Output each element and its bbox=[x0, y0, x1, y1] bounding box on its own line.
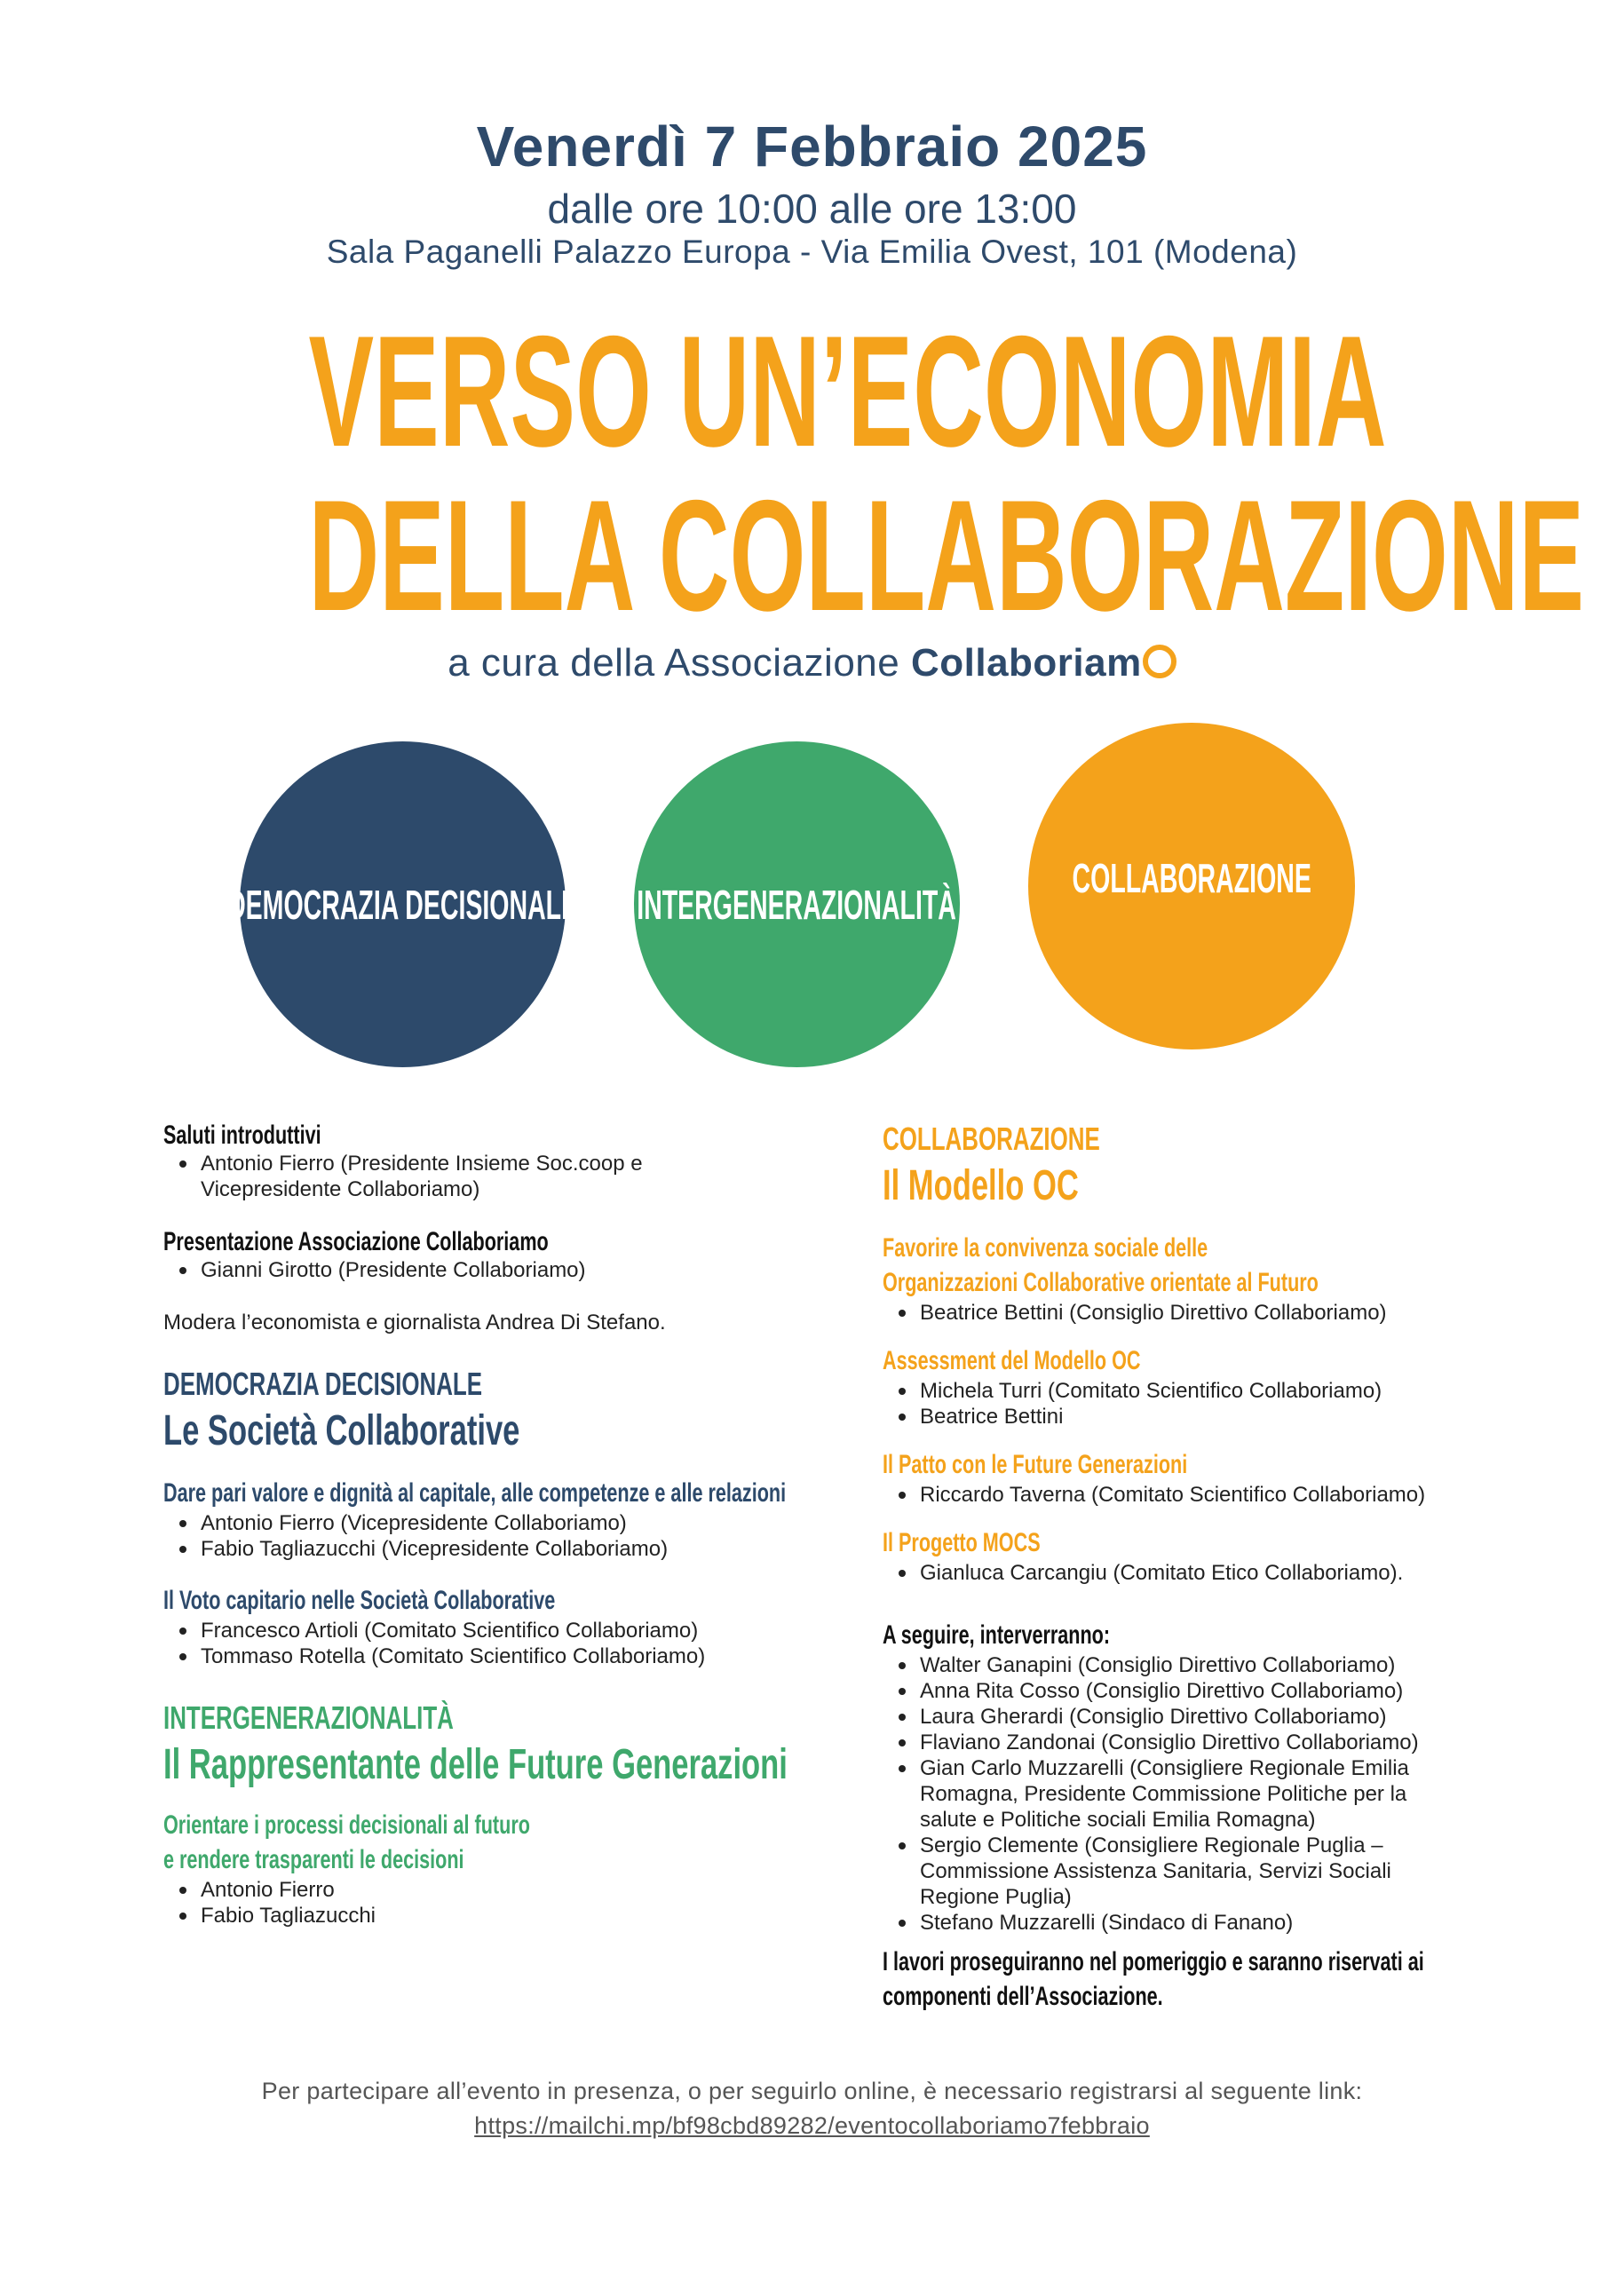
curated-prefix: a cura della Associazione bbox=[448, 641, 900, 685]
main-title-line2: DELLA COLLABORAZIONE bbox=[308, 467, 1585, 644]
collab-s2-list bbox=[883, 1378, 1557, 1430]
association-logo bbox=[911, 641, 1176, 685]
circle-democrazia bbox=[226, 741, 579, 1067]
list-item: Tommaso Rotella (Comitato Scientifico Collaboriamo) bbox=[201, 1643, 838, 1669]
list-item: Beatrice Bettini bbox=[920, 1404, 1557, 1430]
intergen-sub-line1: Orientare i processi decisionali al futuro bbox=[163, 1810, 530, 1840]
list-item: Laura Gherardi (Consiglio Direttivo Collaboriamo) bbox=[920, 1704, 1453, 1730]
intergen-sub-line2: e rendere trasparenti le decisioni bbox=[163, 1845, 464, 1874]
presentazione-list bbox=[163, 1257, 838, 1283]
circle-collaborazione bbox=[1028, 723, 1355, 1049]
saluti-list bbox=[163, 1151, 838, 1176]
collab-s3: Il Patto con le Future Generazioni bbox=[883, 1450, 1188, 1479]
list-item: Antonio Fierro (Presidente Insieme Soc.coop e bbox=[201, 1151, 838, 1176]
program-left-column bbox=[163, 1121, 838, 1928]
democrazia-sub1: Dare pari valore e dignità al capitale, alle competenze e alle relazioni bbox=[163, 1478, 787, 1508]
list-item: Antonio Fierro (Vicepresidente Collaboriamo) bbox=[201, 1510, 838, 1536]
collab-title: Il Modello OC bbox=[883, 1162, 1079, 1209]
collab-s2: Assessment del Modello OC bbox=[883, 1346, 1141, 1375]
collab-s4: Il Progetto MOCS bbox=[883, 1528, 1041, 1557]
circle-intergenerazionalita bbox=[634, 741, 960, 1067]
seguire-list bbox=[883, 1652, 1453, 1936]
collab-s1-line2: Organizzazioni Collaborative orientate al Futuro bbox=[883, 1268, 1319, 1297]
intergen-caption: INTERGENERAZIONALITÀ bbox=[163, 1699, 454, 1736]
democrazia-sub2-list bbox=[163, 1618, 838, 1669]
collab-caption: COLLABORAZIONE bbox=[883, 1121, 1100, 1157]
list-item: Antonio Fierro bbox=[201, 1877, 838, 1903]
program-right-column bbox=[883, 1121, 1557, 2014]
list-item: Fabio Tagliazucchi bbox=[201, 1903, 838, 1928]
collab-s4-list bbox=[883, 1560, 1557, 1586]
closing-line1: I lavori proseguiranno nel pomeriggio e saranno riservati ai bbox=[883, 1947, 1424, 1976]
intergen-list bbox=[163, 1877, 838, 1928]
democrazia-sub1-list bbox=[163, 1510, 838, 1562]
list-item: Walter Ganapini (Consiglio Direttivo Collaboriamo) bbox=[920, 1652, 1453, 1678]
list-item: Riccardo Taverna (Comitato Scientifico Collaboriamo) bbox=[920, 1482, 1557, 1508]
presentazione-heading: Presentazione Associazione Collaboriamo bbox=[163, 1227, 549, 1256]
closing-line2: componenti dell’Associazione. bbox=[883, 1982, 1163, 2011]
logo-o-icon bbox=[1143, 645, 1176, 678]
event-time: dalle ore 10:00 alle ore 13:00 bbox=[547, 186, 1077, 232]
collab-s3-list bbox=[883, 1482, 1557, 1508]
list-item-continuation: Vicepresidente Collaboriamo) bbox=[201, 1177, 480, 1201]
list-item: Gian Carlo Muzzarelli (Consigliere Regionale Emilia Romagna, Presidente Commissione Politiche per la salute e Politiche sociali Emilia Romagna) bbox=[920, 1755, 1453, 1833]
circle-label: COLLABORAZIONE bbox=[1072, 855, 1311, 901]
saluti-heading: Saluti introduttivi bbox=[163, 1121, 321, 1150]
event-date: Venerdì 7 Febbraio 2025 bbox=[476, 115, 1148, 178]
list-item: Anna Rita Cosso (Consiglio Direttivo Collaboriamo) bbox=[920, 1678, 1453, 1704]
list-item: Stefano Muzzarelli (Sindaco di Fanano) bbox=[920, 1910, 1453, 1936]
registration-text: Per partecipare all’evento in presenza, o per seguirlo online, è necessario registrarsi al seguente link: bbox=[261, 2078, 1363, 2104]
list-item: Gianluca Carcangiu (Comitato Etico Collaboriamo). bbox=[920, 1560, 1557, 1586]
registration-link[interactable]: https://mailchi.mp/bf98cbd89282/eventocollaboriamo7febbraio bbox=[474, 2112, 1150, 2139]
list-item: Fabio Tagliazucchi (Vicepresidente Collaboriamo) bbox=[201, 1536, 838, 1562]
democrazia-sub2: Il Voto capitario nelle Società Collaborative bbox=[163, 1586, 556, 1615]
list-item: Francesco Artioli (Comitato Scientifico Collaboriamo) bbox=[201, 1618, 838, 1643]
collab-s1-list bbox=[883, 1300, 1557, 1326]
event-venue: Sala Paganelli Palazzo Europa - Via Emilia Ovest, 101 (Modena) bbox=[326, 234, 1298, 270]
list-item: Gianni Girotto (Presidente Collaboriamo) bbox=[201, 1257, 838, 1283]
logo-text: Collaboriam bbox=[910, 641, 1142, 685]
list-item: Beatrice Bettini (Consiglio Direttivo Collaboriamo) bbox=[920, 1300, 1557, 1326]
moderator-text: Modera l’economista e giornalista Andrea Di Stefano. bbox=[163, 1311, 666, 1334]
seguire-heading: A seguire, interverranno: bbox=[883, 1620, 1111, 1650]
curated-by bbox=[0, 641, 1624, 685]
democrazia-caption: DEMOCRAZIA DECISIONALE bbox=[163, 1366, 483, 1402]
circle-label: INTERGENERAZIONALITÀ bbox=[637, 881, 957, 928]
list-item: Michela Turri (Comitato Scientifico Collaboriamo) bbox=[920, 1378, 1557, 1404]
collab-s1-line1: Favorire la convivenza sociale delle bbox=[883, 1233, 1208, 1263]
list-item: Flaviano Zandonai (Consiglio Direttivo Collaboriamo) bbox=[920, 1730, 1453, 1755]
list-item: Sergio Clemente (Consigliere Regionale Puglia – Commissione Assistenza Sanitaria, Servizi Sociali Regione Puglia) bbox=[920, 1833, 1453, 1910]
democrazia-title: Le Società Collaborative bbox=[163, 1407, 520, 1454]
intergen-title: Il Rappresentante delle Future Generazioni bbox=[163, 1741, 788, 1788]
circle-label: DEMOCRAZIA DECISIONALE bbox=[226, 881, 579, 928]
main-title-line1: VERSO UN’ECONOMIA bbox=[308, 303, 1387, 479]
